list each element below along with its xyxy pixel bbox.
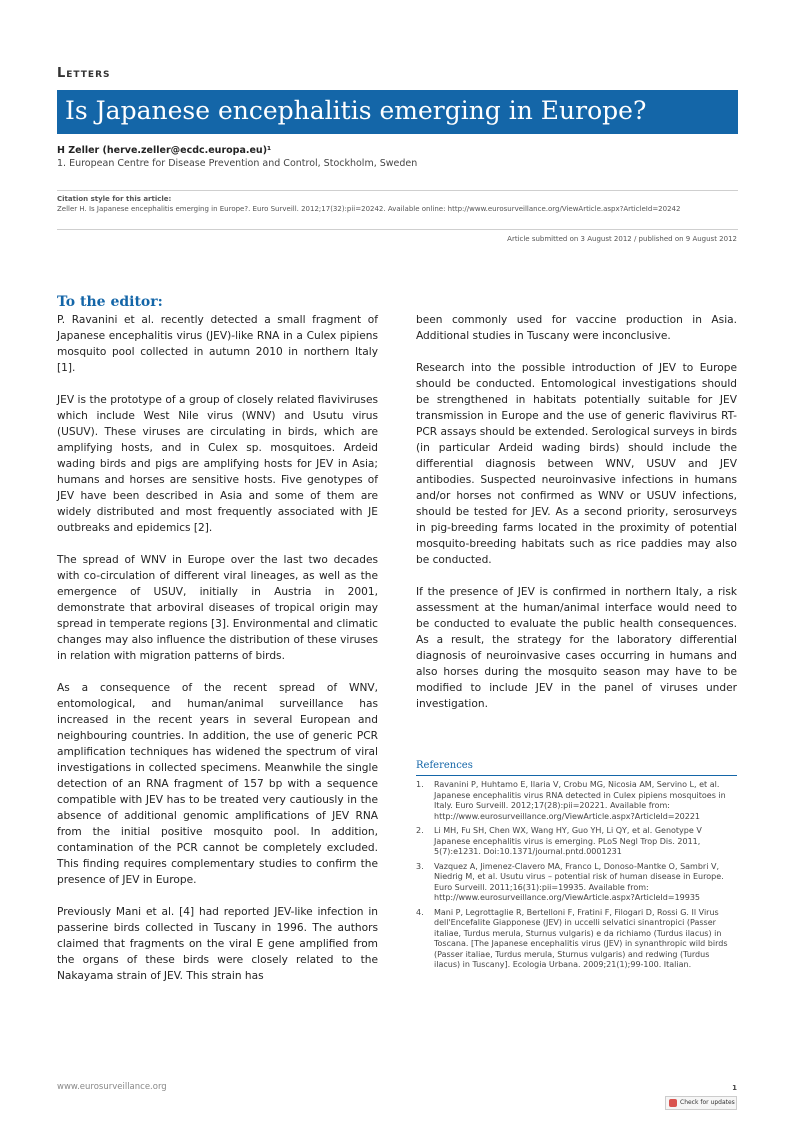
body-heading: To the editor:	[57, 294, 163, 310]
title-banner	[57, 90, 738, 134]
footer-url[interactable]: www.eurosurveillance.org	[57, 1082, 167, 1092]
paragraph: P. Ravanini et al. recently detected a small fragment of Japanese encephalitis virus (JEV)-like RNA in a Culex pipiens mosquito pool collected in autumn 2010 in northern Italy [1].	[57, 314, 378, 374]
reference-text[interactable]: Vazquez A, Jimenez-Clavero MA, Franco L, Donoso-Mantke O, Sambri V, Niedrig M, et al. Usutu virus – potential risk of human disease in Europe. Euro Surveill. 2011;16(31):pii=19935. Available from: http://www.eurosurveillance.org/ViewArticle.aspx?ArticleId=19935	[434, 861, 724, 902]
reference-number: 2.	[416, 826, 424, 835]
crossmark-icon	[669, 1099, 677, 1107]
reference-number: 3.	[416, 861, 424, 871]
citation-heading: Citation style for this article:	[57, 195, 172, 203]
references-divider	[416, 775, 737, 776]
reference-item	[416, 908, 737, 971]
reference-text[interactable]: Ravanini P, Huhtamo E, Ilaria V, Crobu MG, Nicosia AM, Servino L, et al. Japanese encephalitis virus RNA detected in Culex pipiens mosquitoes in Italy. Euro Surveill. 2012;17(28):pii=20221. Available from: http://www.eurosurveillance.org/ViewArticle.aspx?ArticleId=20221	[434, 780, 726, 821]
check-updates-button[interactable]	[665, 1096, 737, 1110]
paragraph: As a consequence of the recent spread of WNV, entomological, and human/animal surveillance has increased in the recent years in several European and neighbouring countries. In addition, the use of generic PCR amplification techniques has widened the spectrum of viral investigations in collected specimens. Meanwhile the single detection of an RNA fragment of 157 bp with a sequence compatible with JEV has to be treated very cautiously in the absence of additional genomic amplifications of JEV RNA from the initial positive mosquito pool. In addition, contamination of the PCR cannot be completely excluded. This finding requires complementary studies to confirm the presence of JEV in Europe.	[57, 682, 378, 886]
section-label: Letters	[57, 66, 111, 81]
reference-number: 4.	[416, 907, 424, 917]
reference-item	[416, 826, 737, 858]
check-updates-label: Check for updates	[680, 1099, 735, 1106]
author-line[interactable]: H Zeller (herve.zeller@ecdc.europa.eu)¹	[57, 145, 272, 156]
paragraph: Previously Mani et al. [4] had reported JEV-like infection in passerine birds collected in Tuscany in 1996. The authors claimed that fragments on the viral E gene amplified from the organs of these birds were closely related to the Nakayama strain of JEV. This strain has	[57, 906, 378, 982]
reference-text: Mani P, Legrottaglie R, Bertelloni F, Fratini F, Filogari D, Rossi G. Il Virus dell'Encefalite Giapponese (JEV) in uccelli selvatici sinantropici (Passer italiae, Turdus merula, Sturnus vulgaris) e da richiamo (Turdus ilacus) in Toscana. [The Japanese encephalitis virus (JEV) in synanthropic wild birds (Passer italiae, Turdus merula, Sturnus vulgaris) and redwing (Turdus ilacus) in Tuscany]. Ecologia Urbana. 2009;21(1);99-100. Italian.	[434, 907, 728, 969]
divider	[57, 190, 738, 191]
paragraph: Research into the possible introduction of JEV to Europe should be conducted. Entomological investigations should be strengthened in habitats potentially suitable for JEV transmission in Europe and the use of generic flavivirus RT-PCR assays should be extended. Serological surveys in birds (in particular Ardeid wading birds) should include the differential diagnosis between WNV, USUV and JEV antibodies. Suspected neuroinvasive infections in humans and/or horses not confirmed as WNV or USUV infections, should be tested for JEV. As a second priority, serosurveys in pig-breeding farms located in the proximity of potential mosquito-breeding habitats such as rice paddies may also be conducted.	[416, 362, 737, 566]
reference-item	[416, 862, 737, 904]
divider	[57, 229, 738, 230]
references-list	[416, 780, 737, 975]
paragraph: been commonly used for vaccine production in Asia. Additional studies in Tuscany were inconclusive.	[416, 314, 737, 342]
paragraph: The spread of WNV in Europe over the last two decades with co-circulation of different viral lineages, as well as the emergence of USUV, initially in Austria in 2001, demonstrate that arboviral diseases of tropical origin may spread in temperate regions [3]. Environmental and climatic changes may also influence the distribution of these viruses in relation with migration patterns of birds.	[57, 554, 378, 662]
affiliation: 1. European Centre for Disease Prevention and Control, Stockholm, Sweden	[57, 158, 418, 169]
reference-item	[416, 780, 737, 822]
left-column	[57, 312, 378, 1000]
reference-number: 1.	[416, 780, 424, 789]
citation-text[interactable]: Zeller H. Is Japanese encephalitis emerging in Europe?. Euro Surveill. 2012;17(32):pii=20242. Available online: http://www.eurosurveillance.org/ViewArticle.aspx?ArticleId=20242	[57, 205, 681, 213]
reference-text[interactable]: Li MH, Fu SH, Chen WX, Wang HY, Guo YH, Li QY, et al. Genotype V Japanese encephalitis virus is emerging. PLoS Negl Trop Dis. 2011, 5(7):e1231. Doi:10.1371/journal.pntd.0001231	[434, 826, 702, 856]
submission-date: Article submitted on 3 August 2012 / published on 9 August 2012	[507, 235, 737, 243]
right-column	[416, 312, 737, 728]
article-title: Is Japanese encephalitis emerging in Europe?	[65, 96, 647, 125]
references-heading: References	[416, 760, 473, 771]
paragraph: JEV is the prototype of a group of closely related flaviviruses which include West Nile virus (WNV) and Usutu virus (USUV). These viruses are circulating in birds, which are amplifying hosts, and in Culex sp. mosquitoes. Ardeid wading birds and pigs are amplifying hosts for JEV in Asia; humans and horses are sensitive hosts. Five genotypes of JEV have been described in Asia and some of them are widely distributed and most frequently associated with JE outbreaks and epidemics [2].	[57, 394, 378, 534]
paragraph: If the presence of JEV is confirmed in northern Italy, a risk assessment at the human/animal interface would need to be conducted to evaluate the public health consequences. As a result, the strategy for the laboratory differential diagnosis of neuroinvasive cases occurring in humans and also horses during the mosquito season may have to be modified to include JEV in the panel of viruses under investigation.	[416, 586, 737, 710]
page-number: 1	[732, 1084, 737, 1092]
